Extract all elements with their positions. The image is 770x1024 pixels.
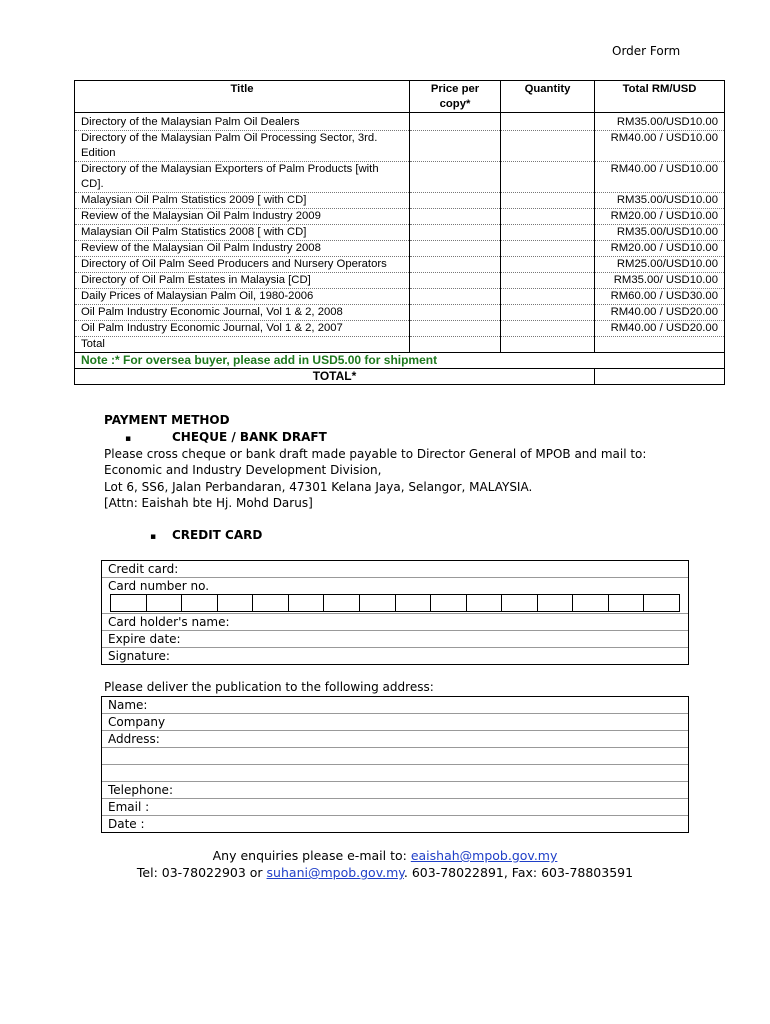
delivery-box [101,696,689,833]
card-digit-box[interactable] [502,595,538,611]
total-price-cell[interactable] [410,337,501,353]
quantity-cell[interactable] [501,289,595,305]
credit-card-box [101,560,689,665]
card-digit-box[interactable] [324,595,360,611]
card-digit-box[interactable] [609,595,645,611]
delivery-date-field[interactable]: Date : [108,817,145,831]
quantity-cell[interactable] [501,305,595,321]
total-cell: RM60.00 / USD30.00 [595,289,725,305]
publication-title: Directory of the Malaysian Exporters of Palm Products [with CD]. [75,162,410,193]
delivery-telephone-field[interactable]: Telephone: [102,782,688,799]
card-holder-field[interactable]: Card holder's name: [102,613,688,631]
grand-total-row [75,369,725,385]
card-digit-box[interactable] [147,595,183,611]
table-row [75,131,725,162]
publication-title: Daily Prices of Malaysian Palm Oil, 1980-2006 [75,289,410,305]
delivery-address-line-3[interactable] [102,765,688,782]
card-digit-box[interactable] [218,595,254,611]
price-cell[interactable] [410,193,501,209]
signature-field[interactable]: Signature: [108,649,170,663]
quantity-cell[interactable] [501,241,595,257]
form-title: Order Form [612,44,681,58]
price-cell[interactable] [410,241,501,257]
header-total: Total RM/USD [595,81,725,113]
price-cell[interactable] [410,162,501,193]
publication-title: Oil Palm Industry Economic Journal, Vol 1 & 2, 2007 [75,321,410,337]
quantity-cell[interactable] [501,225,595,241]
delivery-email-field[interactable]: Email : [102,799,688,816]
credit-card-heading: CREDIT CARD [172,528,263,542]
card-digit-box[interactable] [538,595,574,611]
delivery-intro: Please deliver the publication to the following address: [104,680,434,694]
card-digit-box[interactable] [644,595,679,611]
header-title: Title [75,81,410,113]
total-cell: RM35.00/USD10.00 [595,113,725,131]
cheque-heading: CHEQUE / BANK DRAFT [172,430,327,444]
table-row [75,225,725,241]
contact-line-2: Tel: 03-78022903 or suhani@mpob.gov.my. 603-78022891, Fax: 603-78803591 [136,865,634,880]
price-cell[interactable] [410,273,501,289]
grand-total-label: TOTAL* [75,369,595,385]
card-digit-box[interactable] [467,595,503,611]
total-quantity-cell[interactable] [501,337,595,353]
quantity-cell[interactable] [501,131,595,162]
delivery-address-line-2[interactable] [102,748,688,765]
card-digit-box[interactable] [289,595,325,611]
credit-bullet: ▪ [150,532,157,542]
table-row [75,305,725,321]
quantity-cell[interactable] [501,162,595,193]
email-link-eaishah[interactable]: eaishah@mpob.gov.my [410,848,558,863]
quantity-cell[interactable] [501,193,595,209]
publications-table [74,80,725,385]
card-digit-box[interactable] [182,595,218,611]
publication-title: Malaysian Oil Palm Statistics 2009 [ with CD] [75,193,410,209]
table-row [75,289,725,305]
publication-title: Review of the Malaysian Oil Palm Industry 2009 [75,209,410,225]
total-cell: RM35.00/USD10.00 [595,193,725,209]
credit-card-field[interactable]: Credit card: [102,561,688,578]
delivery-name-field[interactable]: Name: [102,697,688,714]
delivery-address-field[interactable]: Address: [102,731,688,748]
table-row [75,162,725,193]
price-cell[interactable] [410,257,501,273]
publication-title: Directory of Oil Palm Estates in Malaysia [CD] [75,273,410,289]
card-digit-box[interactable] [360,595,396,611]
card-digit-box[interactable] [573,595,609,611]
delivery-company-field[interactable]: Company [102,714,688,731]
grand-total-value-cell[interactable] [595,369,725,385]
total-cell: RM40.00 / USD10.00 [595,131,725,162]
total-cell: RM40.00 / USD20.00 [595,321,725,337]
cheque-line-4: [Attn: Eaishah bte Hj. Mohd Darus] [104,496,313,510]
total-cell: RM40.00 / USD10.00 [595,162,725,193]
expire-date-field[interactable]: Expire date: [102,631,688,648]
publication-title: Directory of the Malaysian Palm Oil Processing Sector, 3rd. Edition [75,131,410,162]
quantity-cell[interactable] [501,113,595,131]
table-row [75,113,725,131]
publication-title: Oil Palm Industry Economic Journal, Vol 1 & 2, 2008 [75,305,410,321]
publication-title: Malaysian Oil Palm Statistics 2008 [ with CD] [75,225,410,241]
total-cell: RM20.00 / USD10.00 [595,209,725,225]
note-row [75,353,725,369]
contact-line-1: Any enquiries please e-mail to: eaishah@mpob.gov.my [212,848,558,863]
payment-method-heading: PAYMENT METHOD [104,413,230,427]
table-row [75,241,725,257]
publication-title: Review of the Malaysian Oil Palm Industry 2008 [75,241,410,257]
cheque-line-3: Lot 6, SS6, Jalan Perbandaran, 47301 Kelana Jaya, Selangor, MALAYSIA. [104,480,533,494]
total-cell: RM25.00/USD10.00 [595,257,725,273]
cheque-line-2: Economic and Industry Development Division, [104,463,382,477]
table-row [75,321,725,337]
card-digit-box[interactable] [253,595,289,611]
price-cell[interactable] [410,305,501,321]
header-quantity: Quantity [501,81,595,113]
price-cell[interactable] [410,131,501,162]
publications-body [75,113,725,337]
price-cell[interactable] [410,113,501,131]
card-number-grid[interactable] [110,594,680,612]
price-cell[interactable] [410,289,501,305]
email-link-suhani[interactable]: suhani@mpob.gov.my [266,865,404,880]
table-row [75,209,725,225]
quantity-cell[interactable] [501,321,595,337]
table-row [75,273,725,289]
table-total-row [75,337,725,353]
quantity-cell[interactable] [501,257,595,273]
publication-title: Directory of Oil Palm Seed Producers and Nursery Operators [75,257,410,273]
quantity-cell[interactable] [501,273,595,289]
card-digit-box[interactable] [111,595,147,611]
publication-title: Directory of the Malaysian Palm Oil Dealers [75,113,410,131]
total-cell: RM40.00 / USD20.00 [595,305,725,321]
total-cell: RM35.00/USD10.00 [595,225,725,241]
total-label: Total [75,337,410,353]
cheque-bullet: ▪ [125,434,132,444]
price-cell[interactable] [410,321,501,337]
total-cell: RM20.00 / USD10.00 [595,241,725,257]
price-cell[interactable] [410,225,501,241]
card-number-label-row: Card number no. [108,579,210,593]
cheque-line-1: Please cross cheque or bank draft made payable to Director General of MPOB and mail to: [104,447,647,461]
table-row [75,257,725,273]
table-header-row [75,81,725,113]
card-digit-box[interactable] [396,595,432,611]
header-price: Price per copy* [410,81,501,113]
total-cell: RM35.00/ USD10.00 [595,273,725,289]
table-row [75,193,725,209]
quantity-cell[interactable] [501,209,595,225]
shipping-note: Note :* For oversea buyer, please add in USD5.00 for shipment [75,353,725,369]
price-cell[interactable] [410,209,501,225]
total-amount-cell[interactable] [595,337,725,353]
card-digit-box[interactable] [431,595,467,611]
